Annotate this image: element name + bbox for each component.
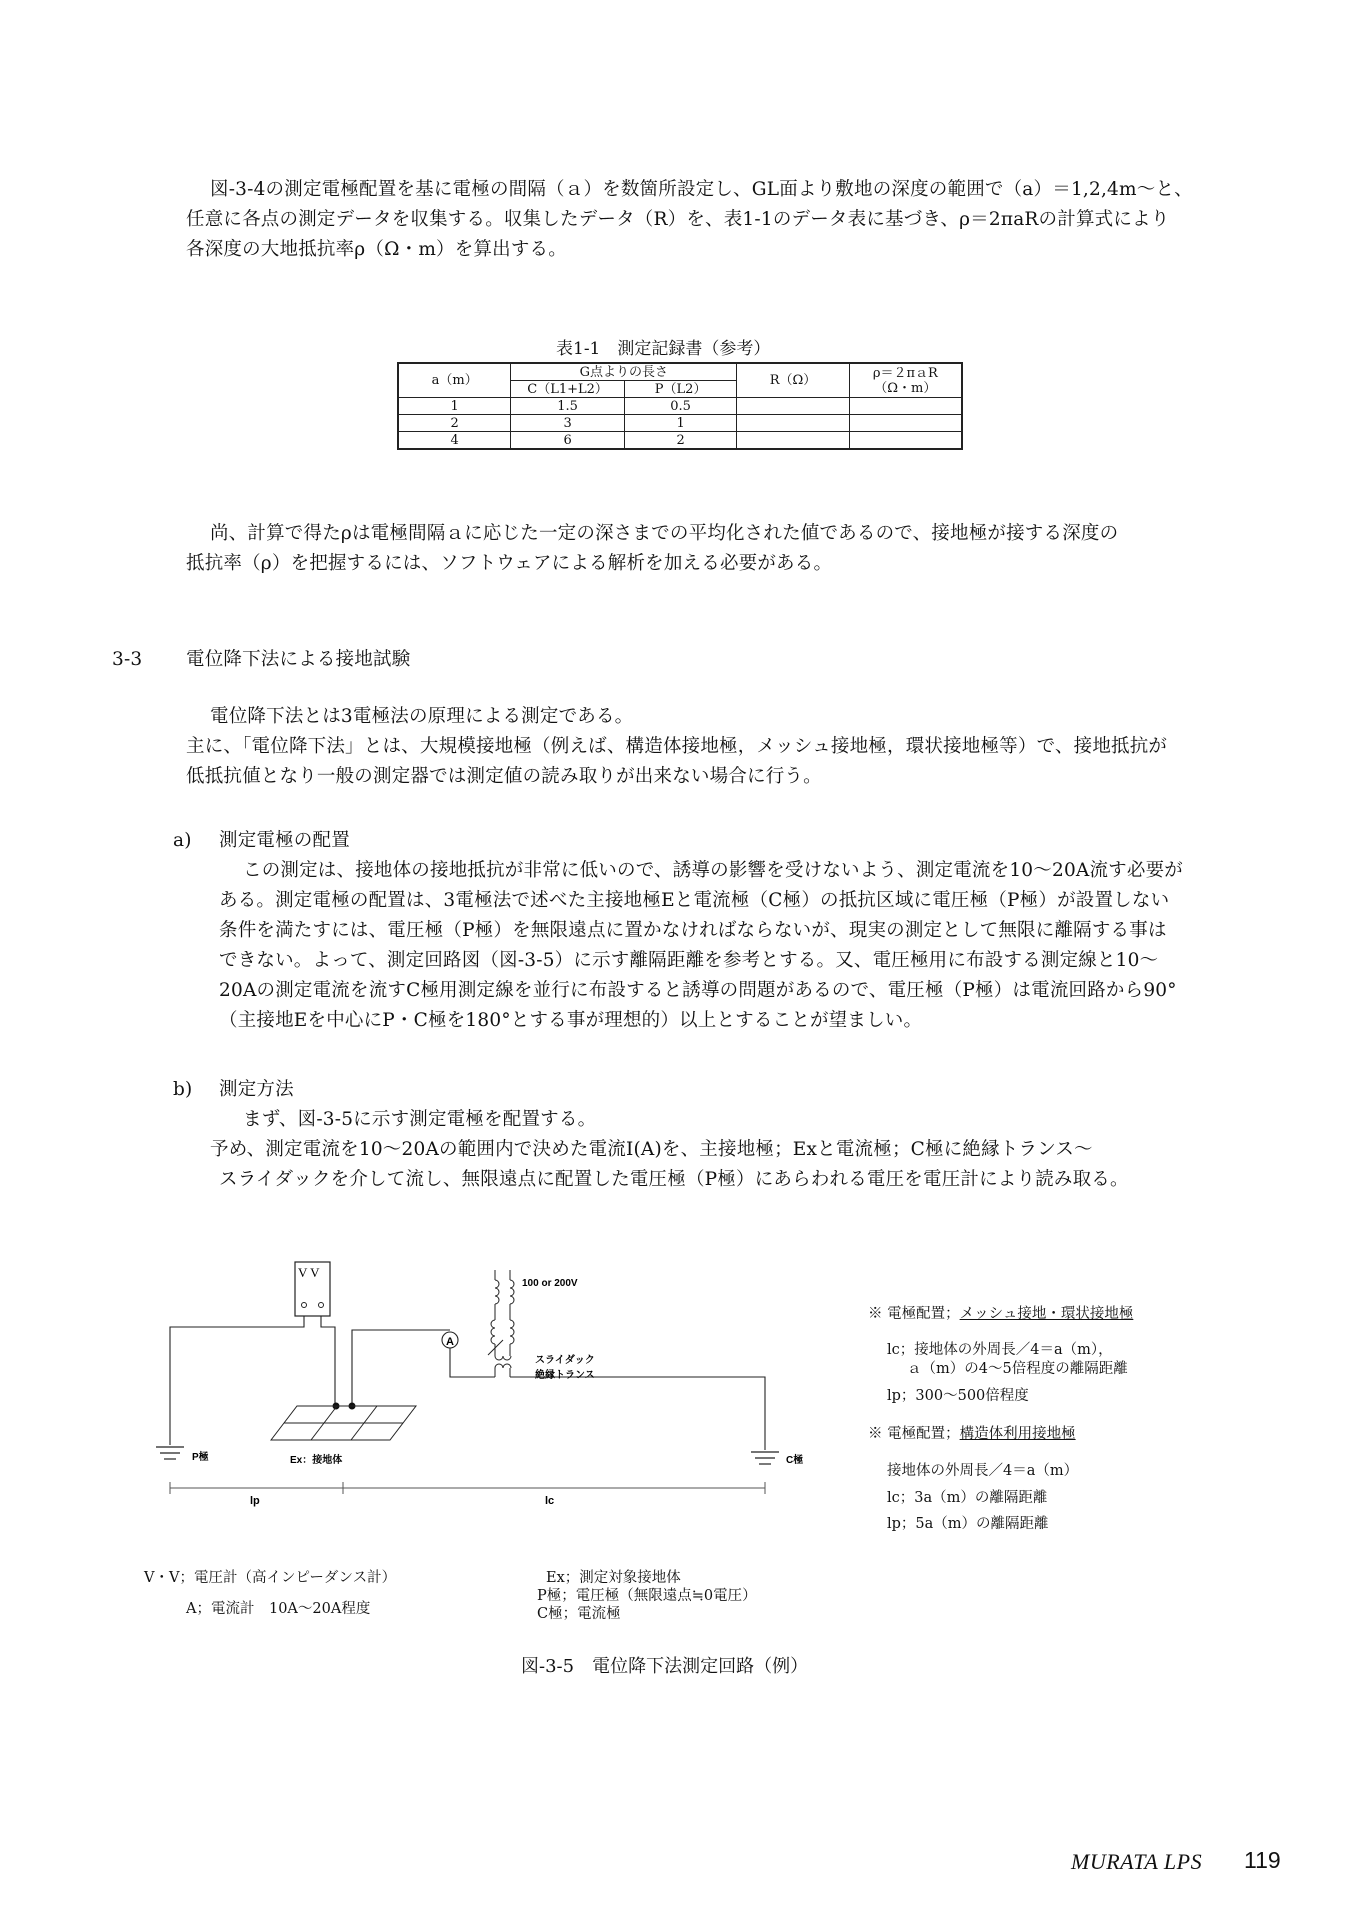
table-cell [849, 415, 962, 432]
wire-p [170, 1316, 304, 1445]
wire-a-ex [352, 1330, 450, 1405]
para3-line-2: 主に、「電位降下法」とは、大規模接地極（例えば、構造体接地極，メッシュ接地極，環状接地極等）で、接地抵抗が [186, 736, 1168, 757]
table-cell: 1.5 [511, 398, 625, 415]
ground-icon-c [751, 1452, 779, 1464]
table-header-c: C（L1+L2） [511, 381, 625, 398]
sub-a-line-2: ある。測定電極の配置は、3電極法で述べた主接地極Eと電流極（C極）の抵抗区域に電圧極（P極）が設置しない [219, 890, 1170, 911]
note2-line-3: lp；5a（m）の離隔距離 [887, 1516, 1049, 1532]
sub-a-line-3: 条件を満たすには、電圧極（P極）を無限遠点に置かなければならないが、現実の測定として無限に離隔する事は [219, 920, 1167, 941]
table-cell: 0.5 [624, 398, 737, 415]
table-cell: 4 [398, 432, 511, 450]
sub-b-label: b) [173, 1079, 193, 1100]
sub-a-title: 測定電極の配置 [219, 830, 350, 851]
lc-label: lc [545, 1495, 555, 1507]
slidac-label: スライダック [535, 1355, 595, 1366]
para2-line-1: 尚、計算で得たρは電極間隔ａに応じた一定の深さまでの平均化された値であるので、接地極が接する深度の [210, 523, 1119, 544]
para3-line-3: 低抵抗値となり一般の測定器では測定値の読み取りが出来ない場合に行う。 [186, 766, 822, 787]
note2-line-1: 接地体の外周長／4＝a（m） [887, 1463, 1079, 1479]
sub-b-title: 測定方法 [219, 1079, 294, 1100]
sub-a-line-6: （主接地Eを中心にP・C極を180°とする事が理想的）以上とすることが望ましい。 [219, 1010, 923, 1031]
table-cell: 1 [624, 415, 737, 432]
p-pole-label: P極 [192, 1452, 209, 1463]
supply-label: 100 or 200V [522, 1278, 578, 1289]
legend-c-pole: C極；電流極 [537, 1606, 621, 1622]
intro-line-1: 図-3-4の測定電極配置を基に電極の間隔（ａ）を数箇所設定し、GL面より敷地の深度の範囲で（a）＝1,2,4m〜と、 [210, 179, 1193, 200]
table-row [398, 415, 962, 432]
legend-p-pole: P極；電圧極（無限遠点≒0電圧） [537, 1588, 757, 1604]
table-row [398, 432, 962, 450]
footer-brand: MURATA LPS [1071, 1849, 1203, 1874]
table-cell [737, 398, 849, 415]
table-header-rho-formula: ρ＝２πａR [872, 365, 938, 381]
note1-title: メッシュ接地・環状接地極 [959, 1306, 1134, 1322]
note1-heading [868, 1303, 1133, 1325]
sub-b-line-2: 予め、測定電流を10〜20Aの範囲内で決めた電流I(A)を、主接地極；Exと電流極；C極に絶縁トランス〜 [210, 1139, 1093, 1160]
voltmeter-terminal-left [302, 1303, 307, 1308]
table-cell: 6 [511, 432, 625, 450]
section-number: 3-3 [112, 649, 143, 670]
intro-line-3: 各深度の大地抵抗率ρ（Ω・m）を算出する。 [186, 239, 567, 260]
circuit-diagram [150, 1260, 830, 1550]
note1-line-1: lc；接地体の外周長／4＝a（m）， [887, 1342, 1113, 1358]
table-cell [849, 432, 962, 450]
c-pole-label: C極 [786, 1455, 804, 1466]
table-cell: 3 [511, 415, 625, 432]
table-cell [737, 415, 849, 432]
distance-line [170, 1482, 765, 1494]
note2-prefix: ※ 電極配置； [868, 1426, 960, 1442]
wire-v-ex [321, 1316, 335, 1405]
voltmeter-label: V V [298, 1265, 320, 1280]
record-table [397, 362, 963, 450]
voltmeter-terminal-right [319, 1303, 324, 1308]
section-title: 電位降下法による接地試験 [186, 649, 411, 670]
table-cell: 2 [624, 432, 737, 450]
table-header-a: a（m） [398, 363, 511, 398]
table-header-p: P（L2） [624, 381, 737, 398]
lp-label: lp [250, 1495, 260, 1507]
wire-a-slidac [450, 1348, 495, 1377]
note1-line-3: lp；300〜500倍程度 [887, 1388, 1029, 1404]
legend-ex: Ex；測定対象接地体 [546, 1570, 681, 1586]
note2-line-2: lc；3a（m）の離隔距離 [887, 1490, 1048, 1506]
table-cell [737, 432, 849, 450]
note2-heading [868, 1423, 1076, 1445]
table-header-rho [849, 363, 962, 398]
figure-caption: 図-3-5 電位降下法測定回路（例） [521, 1656, 809, 1677]
transformer-label: 絶縁トランス [535, 1370, 595, 1381]
page-number: 119 [1244, 1847, 1281, 1873]
note1-line-2: ａ（m）の4〜5倍程度の離隔距離 [907, 1361, 1128, 1377]
ammeter-label: A [446, 1336, 454, 1348]
supply-coils [488, 1270, 514, 1377]
sub-b-line-3: スライダックを介して流し、無限遠点に配置した電圧極（P極）にあらわれる電圧を電圧計により読み取る。 [219, 1169, 1129, 1190]
note2-title: 構造体利用接地極 [959, 1426, 1076, 1442]
table-cell: 1 [398, 398, 511, 415]
sub-a-line-1: この測定は、接地体の接地抵抗が非常に低いので、誘導の影響を受けないよう、測定電流を10〜20A流す必要が [243, 860, 1183, 881]
sub-a-line-5: 20Aの測定電流を流すC極用測定線を並行に布設すると誘導の問題があるので、電圧極（P極）は電流回路から90° [219, 980, 1177, 1001]
table-header-r: R（Ω） [737, 363, 849, 398]
para3-line-1: 電位降下法とは3電極法の原理による測定である。 [210, 706, 634, 727]
wire-c [510, 1377, 765, 1450]
sub-a-label: a) [173, 830, 192, 851]
table-row [398, 398, 962, 415]
table-cell [849, 398, 962, 415]
table-header-rho-unit: （Ω・m） [874, 380, 937, 396]
sub-b-line-1: まず、図-3-5に示す測定電極を配置する。 [243, 1109, 597, 1130]
legend-ammeter: A；電流計 10A〜20A程度 [186, 1601, 371, 1617]
note1-prefix: ※ 電極配置； [868, 1306, 960, 1322]
ex-label: Ex：接地体 [290, 1455, 343, 1466]
sub-a-line-4: できない。よって、測定回路図（図-3-5）に示す離隔距離を参考とする。又、電圧極用に布設する測定線と10〜 [219, 950, 1159, 971]
intro-line-2: 任意に各点の測定データを収集する。収集したデータ（R）を、表1-1のデータ表に基づき、ρ＝2πaRの計算式により [186, 209, 1170, 230]
table-header-g: G点よりの長さ [511, 363, 737, 381]
para2-line-2: 抵抗率（ρ）を把握するには、ソフトウェアによる解析を加える必要がある。 [186, 553, 833, 574]
ground-icon-p [156, 1447, 184, 1459]
table-cell: 2 [398, 415, 511, 432]
table-caption: 表1-1 測定記録書（参考） [556, 339, 771, 359]
legend-voltmeter: V・V；電圧計（高インピーダンス計） [144, 1570, 397, 1586]
